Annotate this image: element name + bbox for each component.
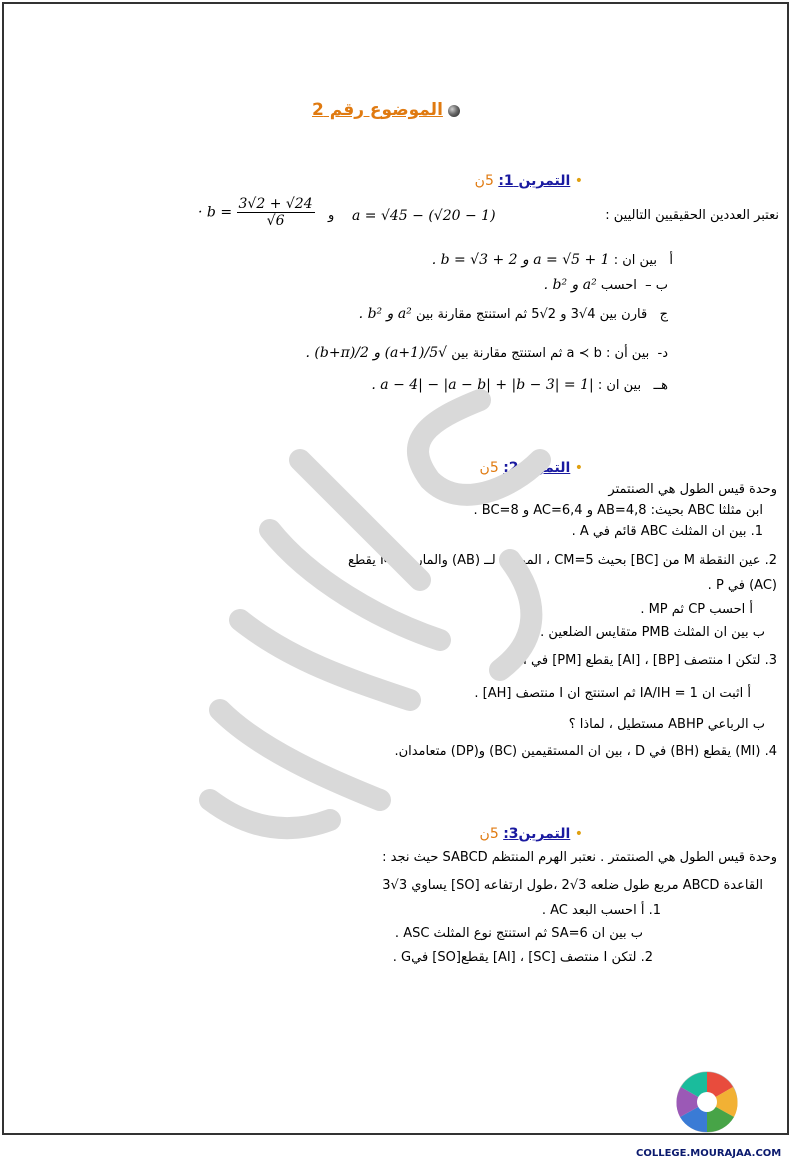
ex3-line: ب بين ان SA=6 ثم استنتج نوع المثلث ASC . — [394, 926, 643, 941]
ex2-line: 2. عين النقطة M من [BC] بحيث CM=5 ، الموازي لــ (AB) والمار من M يقطع — [348, 553, 777, 568]
ex1-item-label: ج — [659, 307, 668, 322]
ex1-a-def: a = √45 − (√20 − 1) — [352, 208, 496, 224]
ex2-line: 1. بين ان المثلث ABC قائم في A . — [571, 524, 763, 539]
ex1-item — [306, 345, 668, 361]
ex1-item-text: احسب — [600, 278, 637, 293]
ex2-line: ب بين ان المثلث PMB متقايس الضلعين . — [540, 625, 765, 640]
ex3-line: وحدة قيس الطول هي الصنتمتر . نعتبر الهرم المنتظم SABCD حيث نجد : — [382, 850, 777, 865]
ex1-item-math: a = √5 + 1 و b = √3 + 2 . — [431, 252, 610, 268]
ex1-item-text: بين ان : — [613, 253, 657, 268]
ex1-item-label: هــ — [653, 378, 668, 393]
site-logo — [668, 1062, 746, 1140]
ex1-item — [432, 252, 673, 268]
ball-bullet-icon — [448, 105, 460, 117]
footer-site-link[interactable]: COLLEGE.MOURAJAA.COM — [636, 1148, 782, 1159]
bullet-dot-icon: • — [574, 460, 583, 476]
ex1-points: 5ن — [474, 173, 494, 189]
ex1-b-num: 3√2 + √24 — [238, 196, 313, 212]
ex1-intro — [605, 208, 779, 223]
ex1-b-den: √6 — [266, 213, 285, 229]
ex2-line: أ احسب CP ثم MP . — [640, 602, 753, 617]
ex1-item — [359, 306, 668, 322]
signature-watermark — [180, 380, 600, 850]
ex1-item-math: a² و b² . — [358, 306, 412, 322]
ex1-item-text: بين أن : a ≺ b ثم استنتج مقارنة بين — [451, 346, 650, 361]
ex2-line: 3. لتكن I منتصف [BP] ، [AI] يقطع [PM] في H . — [508, 653, 777, 668]
ex3-name: التمرين3: — [503, 826, 571, 842]
ex1-item-math: √5/(a+1) و 2/(b+π) . — [305, 345, 448, 361]
ex1-item-label: ب – — [645, 278, 668, 293]
ex1-item-label: د- — [657, 346, 668, 361]
ex3-line: 2. لتكن I منتصف [SC] ، [AI] يقطع[SO] فيG . — [392, 950, 653, 965]
ex1-item-math: a² و b² . — [543, 277, 597, 293]
ex2-points: 5ن — [479, 460, 499, 476]
ex1-item-text: قارن بين 4√3 و 2√5 ثم استنتج مقارنة بين — [415, 307, 648, 322]
ex3-points: 5ن — [479, 826, 499, 842]
ex2-line: ابن مثلثا ABC بحيث: AB=4,8 و AC=6,4 و BC=8 . — [473, 503, 763, 518]
ex1-name: التمرين 1: — [498, 173, 571, 189]
ex1-item — [544, 277, 668, 293]
ex1-item-text: بين ان : — [597, 378, 642, 393]
ex2-name: التمرين2: — [503, 460, 571, 476]
ex1-b-def: · b = $\frac{3√2 + √24}{√6}$ — [198, 196, 313, 229]
ex2-line: أ اثبت ان IA/IH = 1 ثم استنتج ان I منتصف [AH] . — [474, 686, 751, 701]
ex1-heading — [475, 173, 583, 189]
ex1-item-label: أ — [669, 253, 673, 268]
ex1-item-math: |a − 4| − |a − b| + |b − 3| = 1 . — [371, 377, 594, 393]
bullet-dot-icon: • — [574, 826, 583, 842]
page-title-block — [300, 100, 460, 120]
ex2-line: 4. (MI) يقطع (BH) في D ، بين ان المستقيمين (BC) و(DP) متعامدان. — [394, 744, 777, 759]
bullet-dot-icon: • — [574, 173, 583, 189]
ex3-line: القاعدة ABCD مربع طول ضلعه 3√2 ،طول ارتفاعه [SO] يساوي 3√3 — [382, 878, 763, 893]
ex2-line: وحدة قيس الطول هي الصنتمتر — [608, 482, 777, 497]
ex1-b-label: b = — [206, 204, 233, 221]
ex3-line: 1. أ احسب البعد AC . — [541, 903, 661, 918]
ex2-line: ب الرباعي ABHP مستطيل ، لماذا ؟ — [568, 717, 765, 732]
page-title: الموضوع رقم 2 — [312, 100, 443, 120]
ex1-intro-text: نعتبر العددين الحقيقيين التاليين : — [605, 208, 779, 223]
ex2-line: (AC) في P . — [707, 578, 777, 593]
ex1-b-fraction — [237, 196, 315, 229]
ex1-and: و — [328, 208, 335, 223]
